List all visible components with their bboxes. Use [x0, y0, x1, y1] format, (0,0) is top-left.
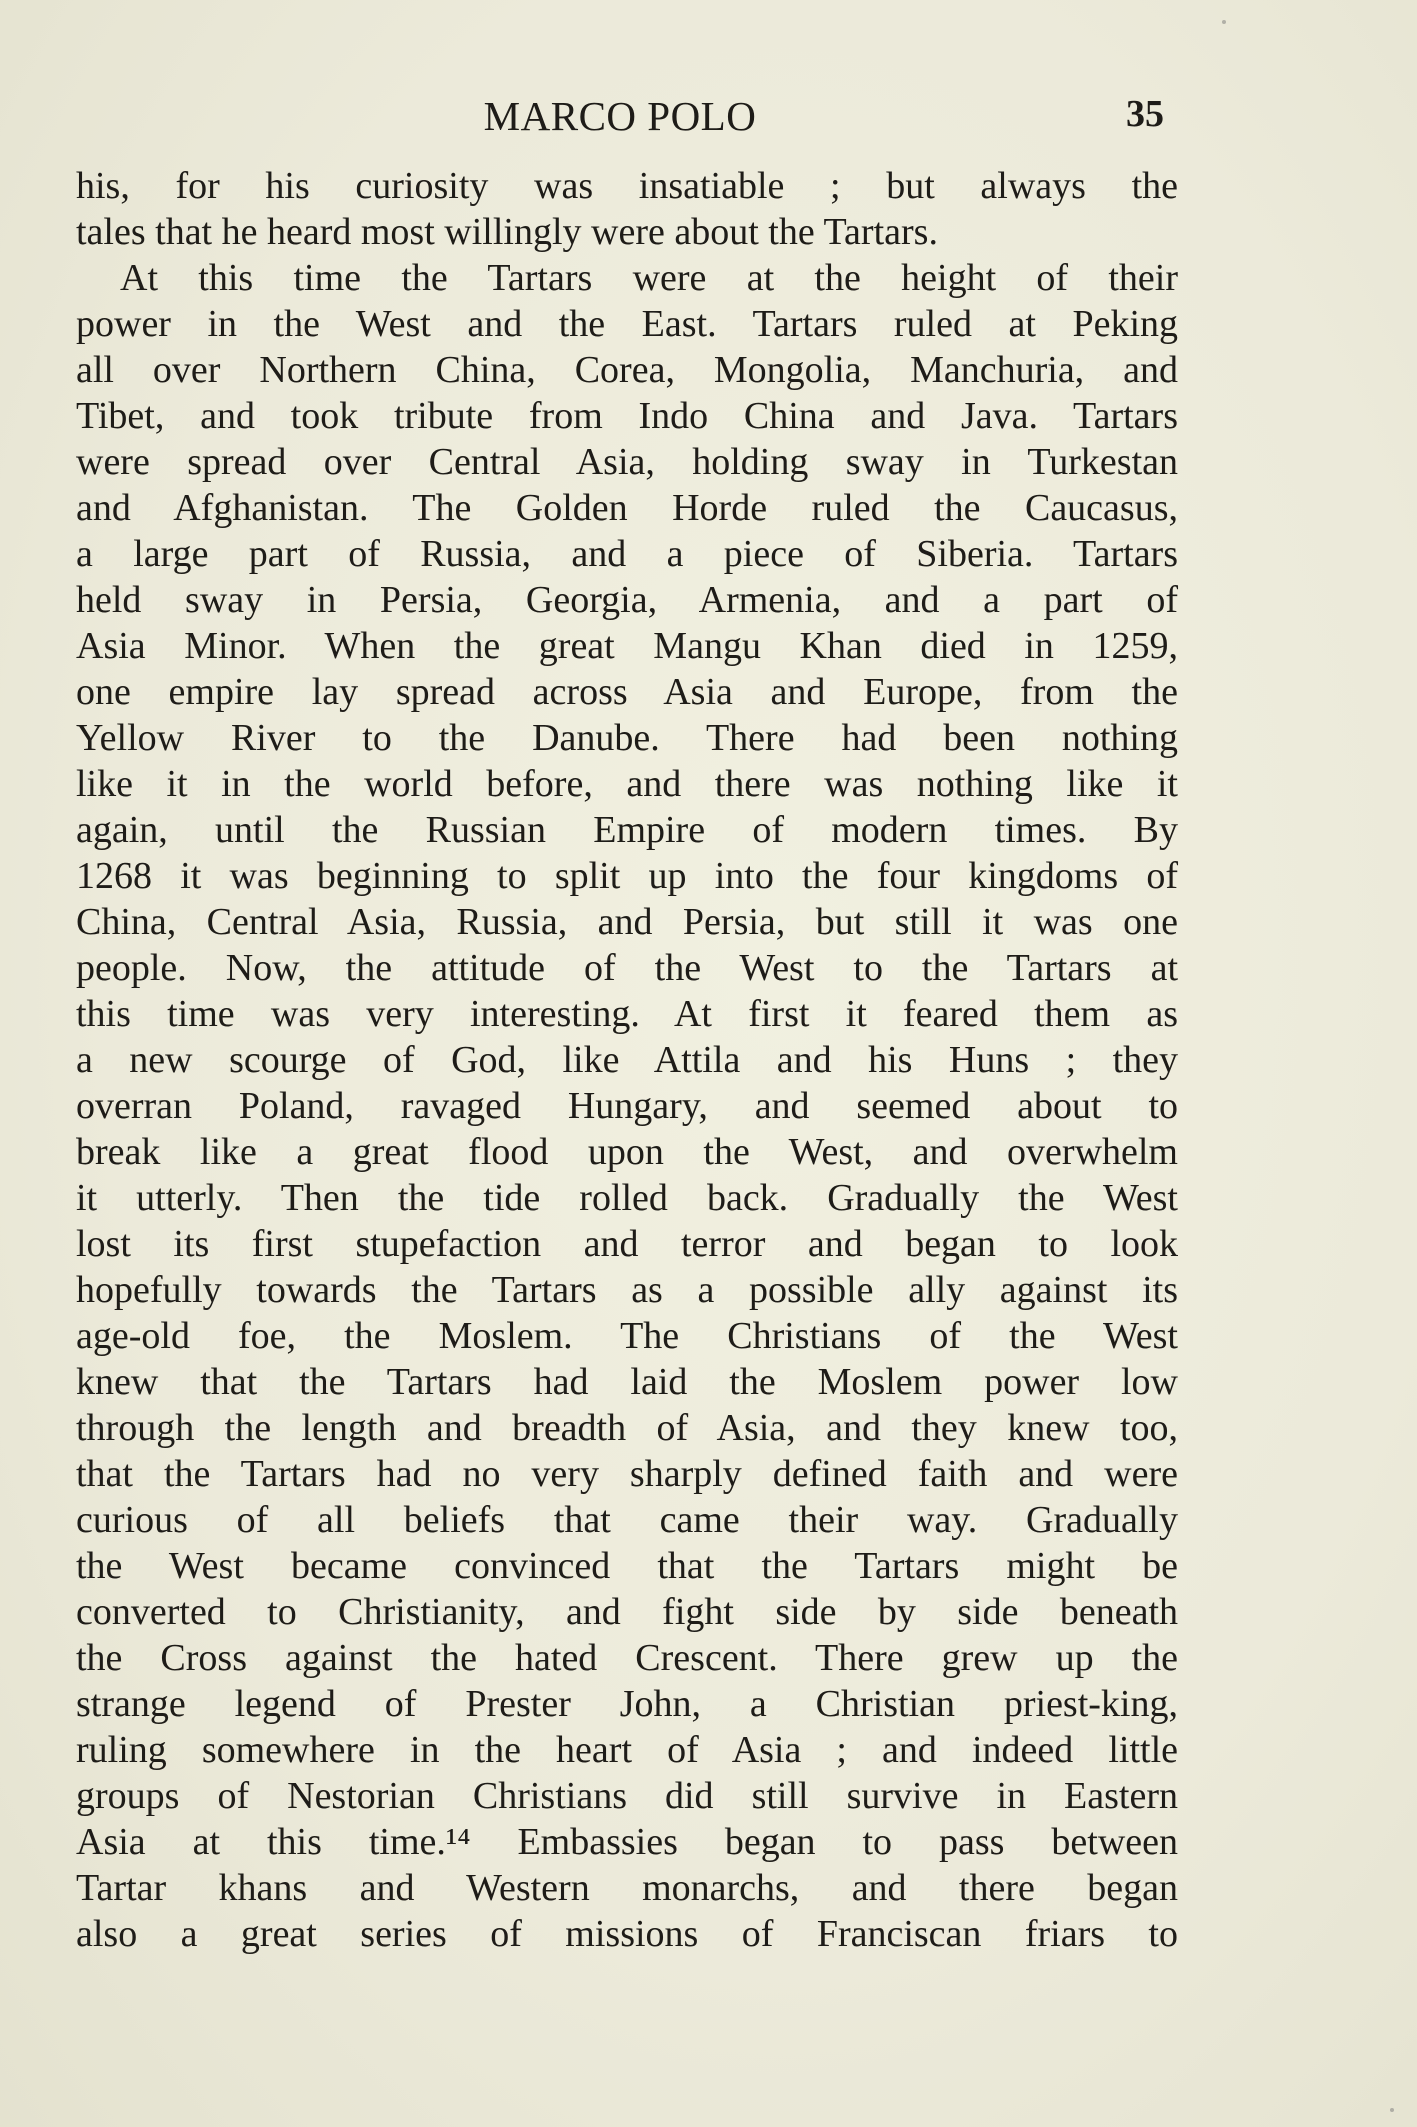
- text-line: groups of Nestorian Christians did still survive in Eastern: [76, 1775, 1178, 1817]
- text-line: age-old foe, the Moslem. The Christians of the West: [76, 1315, 1178, 1357]
- text-line: hopefully towards the Tartars as a possible ally against its: [76, 1269, 1178, 1311]
- text-line: ruling somewhere in the heart of Asia ; and indeed little: [76, 1729, 1178, 1771]
- text-line: power in the West and the East. Tartars ruled at Peking: [76, 303, 1178, 345]
- text-line: and Afghanistan. The Golden Horde ruled the Caucasus,: [76, 487, 1178, 529]
- text-line: tales that he heard most willingly were about the Tartars.: [76, 211, 938, 253]
- text-line: converted to Christianity, and fight side by side beneath: [76, 1591, 1178, 1633]
- text-line: people. Now, the attitude of the West to the Tartars at: [76, 947, 1178, 989]
- text-line: Yellow River to the Danube. There had been nothing: [76, 717, 1178, 759]
- text-line: Tartar khans and Western monarchs, and there began: [76, 1867, 1178, 1909]
- text-line: it utterly. Then the tide rolled back. Gradually the West: [76, 1177, 1178, 1219]
- body-text: [76, 163, 1178, 1957]
- text-line: Asia at this time.¹⁴ Embassies began to pass between: [76, 1821, 1178, 1863]
- text-line: one empire lay spread across Asia and Europe, from the: [76, 671, 1178, 713]
- text-line: knew that the Tartars had laid the Moslem power low: [76, 1361, 1178, 1403]
- text-line: 1268 it was beginning to split up into the four kingdoms of: [76, 855, 1178, 897]
- text-line: the Cross against the hated Crescent. There grew up the: [76, 1637, 1178, 1679]
- text-line: Asia Minor. When the great Mangu Khan died in 1259,: [76, 625, 1178, 667]
- text-line: held sway in Persia, Georgia, Armenia, and a part of: [76, 579, 1178, 621]
- text-line: break like a great flood upon the West, and overwhelm: [76, 1131, 1178, 1173]
- text-line: China, Central Asia, Russia, and Persia, but still it was one: [76, 901, 1178, 943]
- page-number: 35: [1126, 93, 1164, 135]
- text-line: a large part of Russia, and a piece of Siberia. Tartars: [76, 533, 1178, 575]
- text-line: strange legend of Prester John, a Christian priest-king,: [76, 1683, 1178, 1725]
- text-line: through the length and breadth of Asia, and they knew too,: [76, 1407, 1178, 1449]
- page-header: [76, 92, 1164, 146]
- text-line: the West became convinced that the Tartars might be: [76, 1545, 1178, 1587]
- text-line: lost its first stupefaction and terror and began to look: [76, 1223, 1178, 1265]
- text-line: his, for his curiosity was insatiable ; but always the: [76, 165, 1178, 207]
- running-head: MARCO POLO: [483, 93, 757, 139]
- paper-speck: [1222, 20, 1226, 24]
- paper-speck: [1390, 2108, 1394, 2112]
- text-line: like it in the world before, and there was nothing like it: [76, 763, 1178, 805]
- text-line: this time was very interesting. At first it feared them as: [76, 993, 1178, 1035]
- text-line: that the Tartars had no very sharply defined faith and were: [76, 1453, 1178, 1495]
- paragraph-start-line: At this time the Tartars were at the height of their: [120, 257, 1178, 299]
- text-line: were spread over Central Asia, holding sway in Turkestan: [76, 441, 1178, 483]
- text-line: overran Poland, ravaged Hungary, and seemed about to: [76, 1085, 1178, 1127]
- text-line: Tibet, and took tribute from Indo China and Java. Tartars: [76, 395, 1178, 437]
- text-line: also a great series of missions of Franciscan friars to: [76, 1913, 1178, 1955]
- text-line: all over Northern China, Corea, Mongolia, Manchuria, and: [76, 349, 1178, 391]
- text-line: a new scourge of God, like Attila and his Huns ; they: [76, 1039, 1178, 1081]
- text-line: curious of all beliefs that came their way. Gradually: [76, 1499, 1178, 1541]
- text-line: again, until the Russian Empire of modern times. By: [76, 809, 1178, 851]
